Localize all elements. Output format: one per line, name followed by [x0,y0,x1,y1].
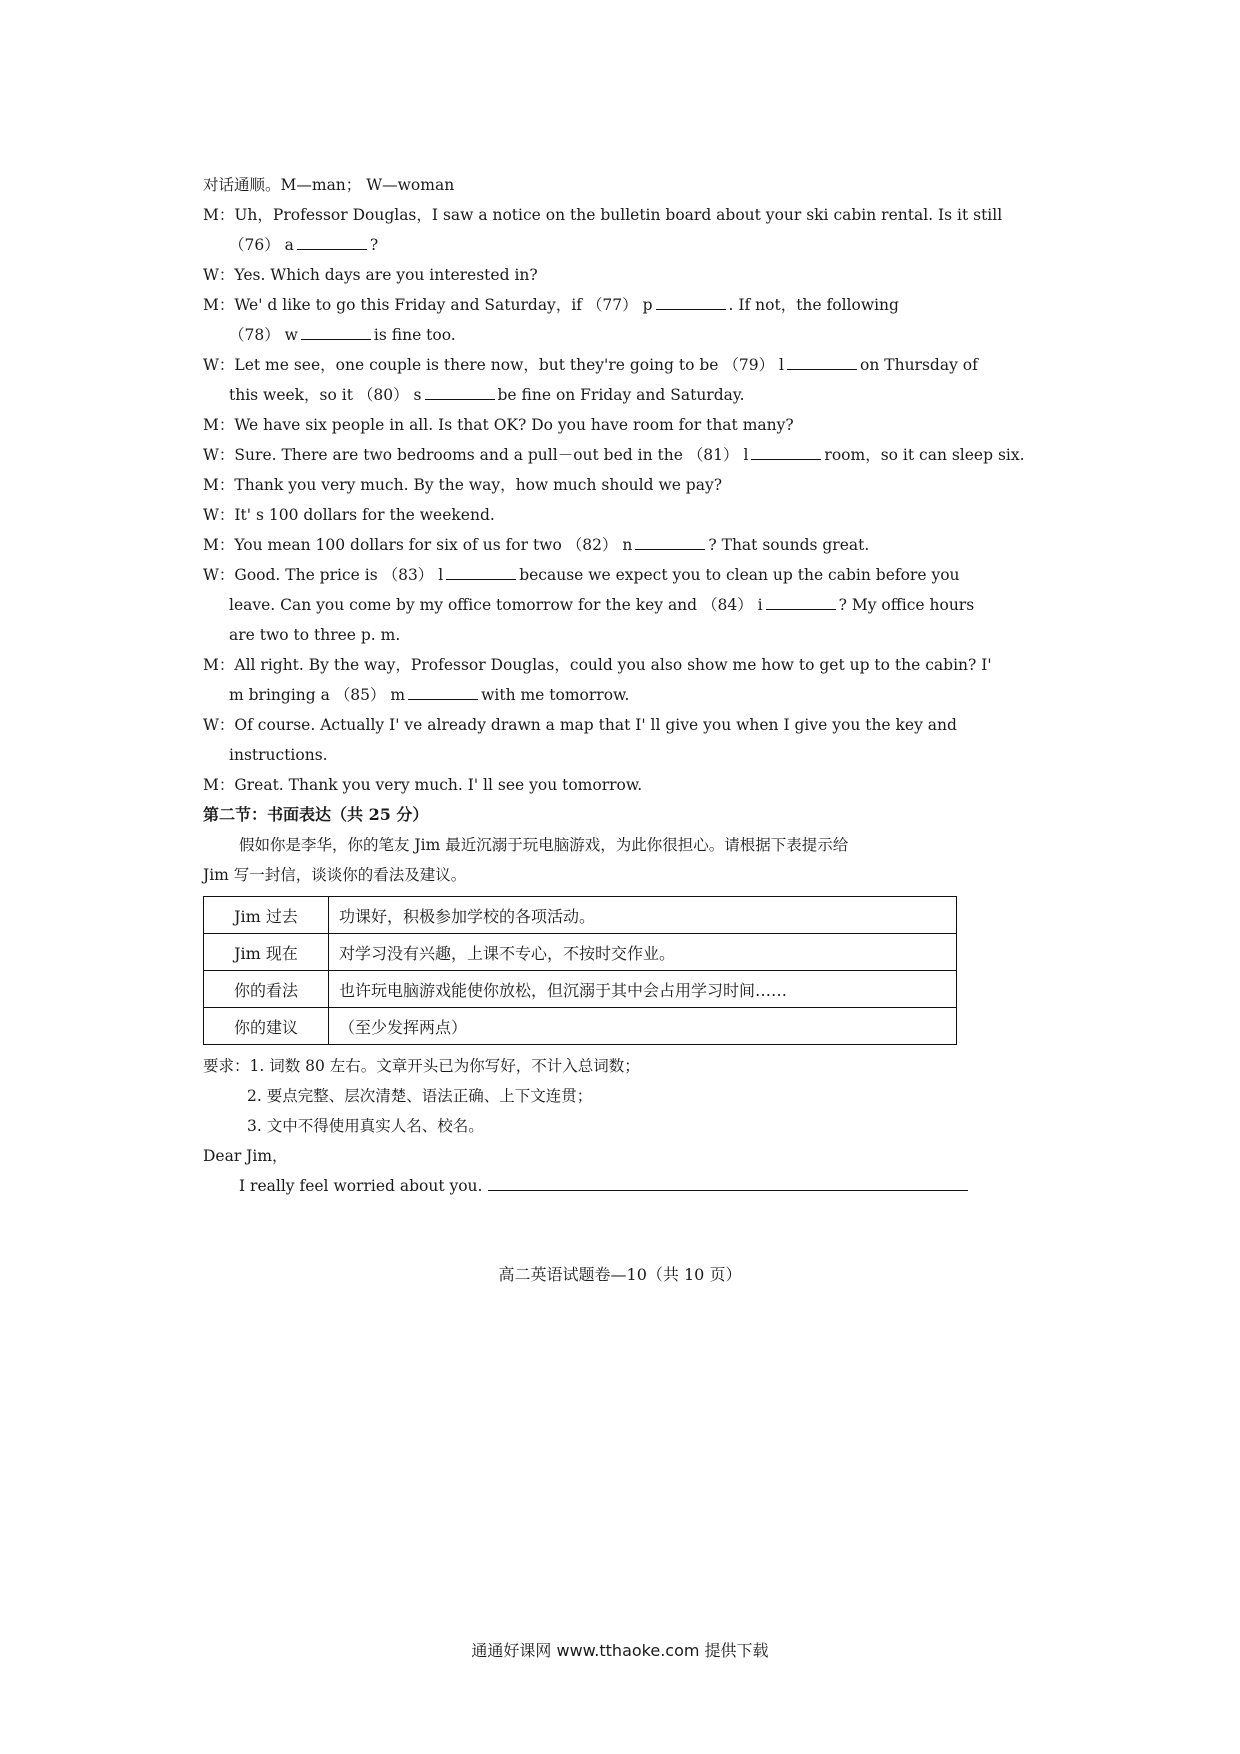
dialogue-line: M：All right. By the way，Professor Douglas，could you also show me how to get up to the cabin? I' [203,656,992,674]
dialogue-line: M：Thank you very much. By the way，how much should we pay? [203,476,723,494]
dialogue-line: are two to three p. m. [229,626,401,644]
dialogue-line: W：It' s 100 dollars for the weekend. [203,506,495,524]
dialogue-line: W：Yes. Which days are you interested in? [203,266,538,284]
answer-blank-80[interactable] [425,385,495,400]
dialogue-line: instructions. [229,746,328,764]
answer-blank-85[interactable] [408,685,478,700]
letter-salutation: Dear Jim， [203,1147,288,1165]
dialogue-line: （76） a ? [229,236,379,254]
table-key: 你的看法 [204,971,329,1008]
answer-blank-83[interactable] [446,565,516,580]
writing-prompt: 假如你是李华，你的笔友 Jim 最近沉溺于玩电脑游戏，为此你很担心。请根据下表提示给 [239,836,849,854]
answer-blank-84[interactable] [766,595,836,610]
hint-table [203,896,957,1045]
table-value: 也许玩电脑游戏能使你放松，但沉溺于其中会占用学习时间…… [329,971,957,1008]
dialogue-line: W：Let me see，one couple is there now，but they're going to be （79） l on Thursday of [203,356,978,374]
dialogue-line: M：Great. Thank you very much. I' ll see you tomorrow. [203,776,643,794]
writing-prompt: Jim 写一封信，谈谈你的看法及建议。 [203,866,467,884]
page-number: 高二英语试题卷—10（共 10 页） [498,1265,742,1284]
table-row [204,1008,957,1045]
exam-page [203,170,1025,1201]
dialogue-line: M：We have six people in all. Is that OK? Do you have room for that many? [203,416,794,434]
dialogue-line: （78） w is fine too. [229,326,456,344]
dialogue-line: W：Good. The price is （83） l because we expect you to clean up the cabin before you [203,566,960,584]
table-key: Jim 现在 [204,934,329,971]
answer-blank-76[interactable] [297,235,367,250]
answer-blank-79[interactable] [787,355,857,370]
dialogue-line: leave. Can you come by my office tomorrow for the key and （84） i ? My office hours [229,596,975,614]
table-row [204,971,957,1008]
table-key: Jim 过去 [204,897,329,934]
requirement: 要求：1. 词数 80 左右。文章开头已为你写好，不计入总词数； [203,1057,640,1075]
table-value: 功课好，积极参加学校的各项活动。 [329,897,957,934]
dialogue-line: M：Uh，Professor Douglas，I saw a notice on the bulletin board about your ski cabin rental. Is it still [203,206,1003,224]
dialogue-line: W：Sure. There are two bedrooms and a pull－out bed in the （81） l room，so it can sleep six. [203,446,1025,464]
answer-blank-77[interactable] [656,295,726,310]
dialogue-line: M：We' d like to go this Friday and Saturday，if （77） p . If not，the following [203,296,899,314]
site-watermark: 通通好课网 www.tthaoke.com 提供下载 [471,1641,769,1660]
dialogue-line: m bringing a （85） m with me tomorrow. [229,686,630,704]
table-value: （至少发挥两点） [329,1008,957,1045]
table-value: 对学习没有兴趣，上课不专心，不按时交作业。 [329,934,957,971]
answer-blank-78[interactable] [301,325,371,340]
dialogue-intro: 对话通顺。M—man； W—woman [203,176,455,194]
table-row [204,897,957,934]
writing-answer-line[interactable] [488,1175,968,1191]
dialogue-line: W：Of course. Actually I' ve already drawn a map that I' ll give you when I give you the key and [203,716,957,734]
answer-blank-82[interactable] [635,535,705,550]
dialogue-line: this week，so it （80） s be fine on Friday and Saturday. [229,386,745,404]
requirement: 2. 要点完整、层次清楚、语法正确、上下文连贯； [247,1087,593,1105]
table-row [204,934,957,971]
letter-opening: I really feel worried about you. [203,1171,957,1201]
requirement: 3. 文中不得使用真实人名、校名。 [247,1117,484,1135]
table-key: 你的建议 [204,1008,329,1045]
section-title: 第二节：书面表达（共 25 分） [203,805,429,824]
answer-blank-81[interactable] [751,445,821,460]
dialogue-line: M：You mean 100 dollars for six of us for two （82） n ? That sounds great. [203,536,870,554]
